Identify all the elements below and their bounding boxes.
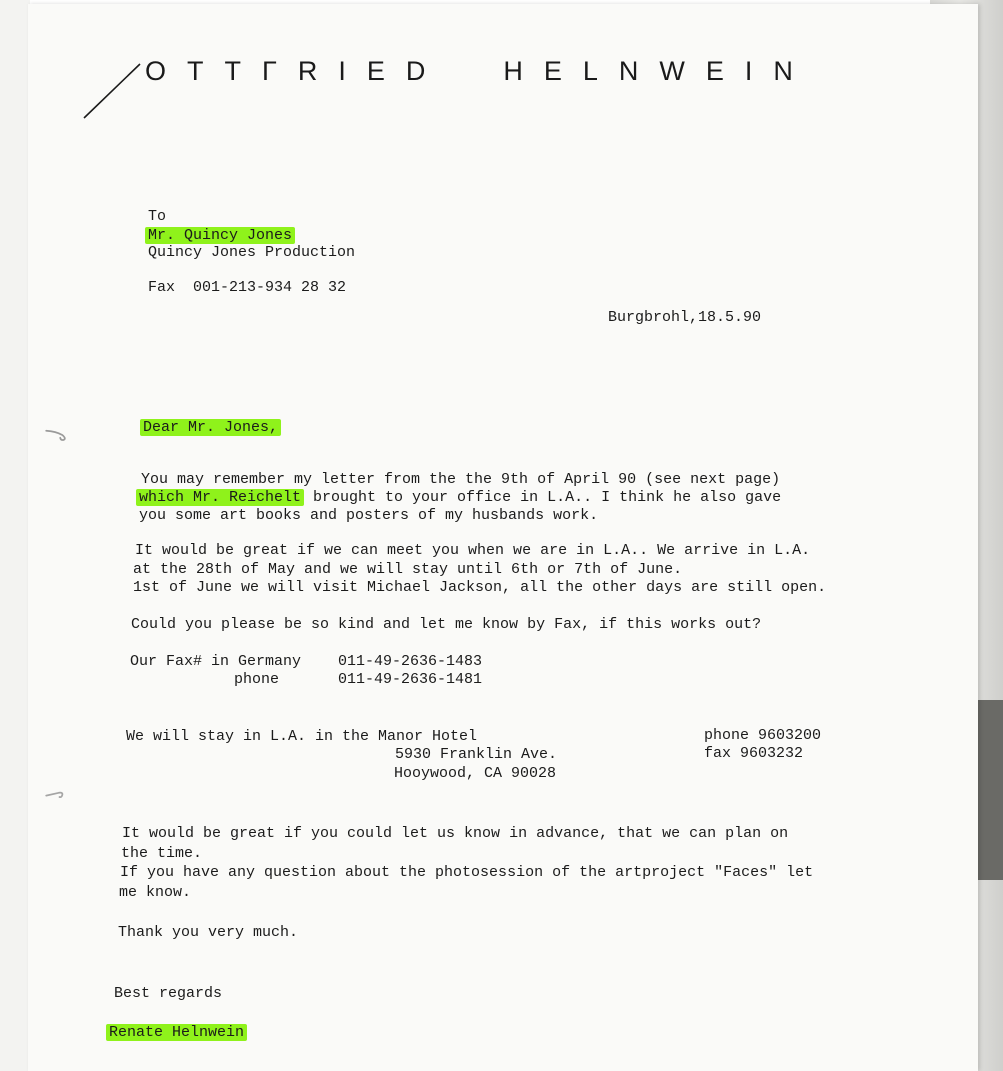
- para2-line2: at the 28th of May and we will stay until 6th or 7th of June.: [133, 561, 683, 578]
- thanks: Thank you very much.: [118, 924, 299, 941]
- hotel-fax: fax 9603232: [704, 745, 804, 762]
- highlight-signature: Renate Helnwein: [106, 1024, 247, 1041]
- hotel-phone: phone 9603200: [704, 727, 822, 744]
- highlight-salutation: Dear Mr. Jones,: [140, 419, 281, 436]
- recipient-fax: Fax 001-213-934 28 32: [148, 279, 347, 296]
- binder-ring-icon: [26, 790, 86, 804]
- letterhead: OTTΓRIED HELNWEIN: [145, 56, 814, 86]
- hotel-intro: We will stay in L.A. in the Manor Hotel: [126, 728, 478, 745]
- para4-line1: It would be great if you could let us know in advance, that we can plan on: [122, 825, 789, 842]
- signature-name: [106, 1024, 247, 1042]
- contact-fax-value: 011-49-2636-1483: [338, 653, 483, 670]
- contact-phone-label: phone: [234, 671, 280, 688]
- para3: Could you please be so kind and let me know by Fax, if this works out?: [131, 616, 762, 633]
- highlight-reichelt: which Mr. Reichelt: [136, 489, 304, 506]
- para1-line1: You may remember my letter from the the 9th of April 90 (see next page): [141, 471, 781, 488]
- para4-line4: me know.: [119, 884, 192, 901]
- recipient-to-label: To: [148, 208, 167, 225]
- para4-line3: If you have any question about the photosession of the artproject "Faces" let: [120, 864, 814, 881]
- para1-line2-rest: brought to your office in L.A.. I think he also gave: [304, 489, 782, 506]
- place-date: Burgbrohl,18.5.90: [608, 309, 762, 326]
- para2-line1: It would be great if we can meet you when we are in L.A.. We arrive in L.A.: [135, 542, 811, 559]
- para4-line2: the time.: [121, 845, 203, 862]
- salutation: [140, 419, 281, 437]
- para1-line2: [136, 489, 781, 507]
- recipient-company: Quincy Jones Production: [148, 244, 356, 261]
- letter-page: [28, 4, 978, 1071]
- para2-line3: 1st of June we will visit Michael Jackson, all the other days are still open.: [133, 579, 827, 596]
- binder-ring-icon: [26, 428, 86, 442]
- contact-fax-label: Our Fax# in Germany: [130, 653, 302, 670]
- highlight-recipient-name: Mr. Quincy Jones: [145, 227, 295, 244]
- recipient-name: [145, 227, 295, 245]
- background-left: [0, 0, 30, 1071]
- letterhead-slash-icon: [80, 60, 150, 122]
- hotel-city: Hooywood, CA 90028: [394, 765, 557, 782]
- closing: Best regards: [114, 985, 223, 1002]
- contact-phone-value: 011-49-2636-1481: [338, 671, 483, 688]
- hotel-street: 5930 Franklin Ave.: [395, 746, 558, 763]
- background-right-dark: [975, 700, 1003, 880]
- para1-line3: you some art books and posters of my husbands work.: [139, 507, 599, 524]
